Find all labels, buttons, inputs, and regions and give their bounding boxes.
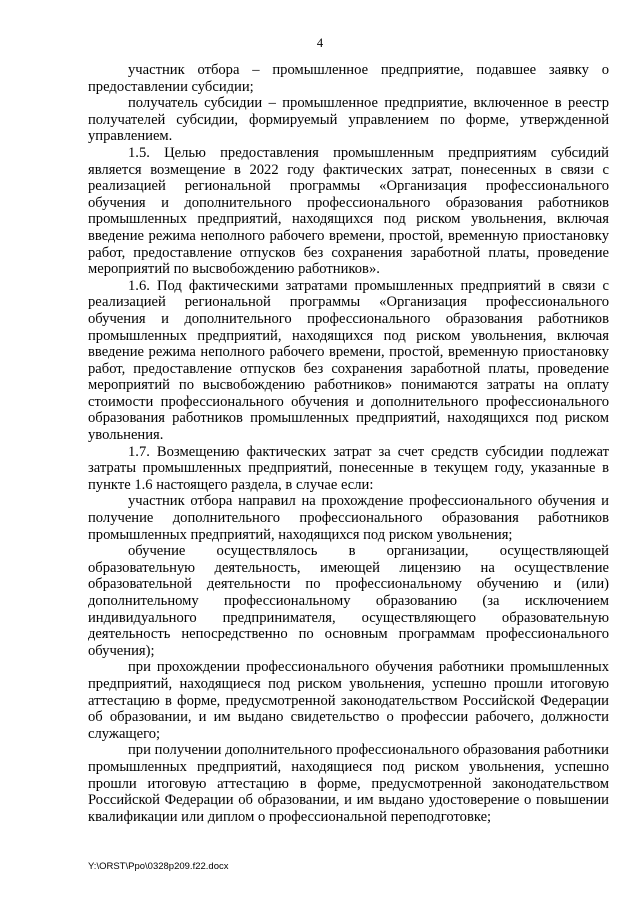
condition-licensed-organization: обучение осуществлялось в организации, осуществляющей образовательную деятельность, имеющей лицензию на осуществление образовательной деятельности по профессиональному обучению и (или) дополнительному профессиональному образованию (за исключением индивидуального предпринимателя, осуществляющего образовательную деятельность непосредственно по основным программам профессионального обучения); xyxy=(88,543,609,659)
document-body xyxy=(88,62,609,825)
clause-1-5: 1.5. Целью предоставления промышленным предприятиям субсидий является возмещение в 2022 году фактических затрат, понесенных в связи с реализацией региональной программы «Организация профессионального обучения и дополнительного профессионального образования работников промышленных предприятий, находящихся под риском увольнения, включая введение режима неполного рабочего времени, простой, временную приостановку работ, предоставление отпусков без сохранения заработной платы, проведение мероприятий по высвобождению работников». xyxy=(88,144,609,278)
condition-vocational-certification: при прохождении профессионального обучения работники промышленных предприятий, находящиеся под риском увольнения, успешно прошли итоговую аттестацию в форме, предусмотренной законодательством Российской Федерации об образовании, и им выдано свидетельство о профессии рабочего, должности служащего; xyxy=(88,659,609,742)
footer-file-path: Y:\ORST\Ppo\0328p209.f22.docx xyxy=(88,861,229,872)
clause-1-6: 1.6. Под фактическими затратами промышленных предприятий в связи с реализацией региональной программы «Организация профессионального обучения и дополнительного профессионального образования работников промышленных предприятий, находящихся под риском увольнения, включая введение режима неполного рабочего времени, простой, временную приостановку работ, предоставление отпусков без сохранения заработной платы, проведение мероприятий по высвобождению работников» понимаются затраты на оплату стоимости профессионального обучения и дополнительного профессионального образования работников промышленных предприятий, находящихся под риском увольнения. xyxy=(88,277,609,444)
page-number: 4 xyxy=(316,36,324,50)
definition-participant: участник отбора – промышленное предприятие, подавшее заявку о предоставлении субсидии; xyxy=(88,62,609,95)
clause-1-7: 1.7. Возмещению фактических затрат за счет средств субсидии подлежат затраты промышленных предприятий, понесенные в текущем году, указанные в пункте 1.6 настоящего раздела, в случае если: xyxy=(88,443,609,493)
condition-training-referral: участник отбора направил на прохождение профессионального обучения и получение дополнительного профессионального образования работников промышленных предприятий, находящихся под риском увольнения; xyxy=(88,493,609,543)
definition-recipient: получатель субсидии – промышленное предприятие, включенное в реестр получателей субсидии, формируемый управлением по форме, утвержденной управлением. xyxy=(88,95,609,145)
condition-additional-education-certification: при получении дополнительного профессионального образования работники промышленных предприятий, находящиеся под риском увольнения, успешно прошли итоговую аттестацию в форме, предусмотренной законодательством Российской Федерации об образовании, и им выдано удостоверение о повышении квалификации или диплом о профессиональной переподготовке; xyxy=(88,742,609,825)
